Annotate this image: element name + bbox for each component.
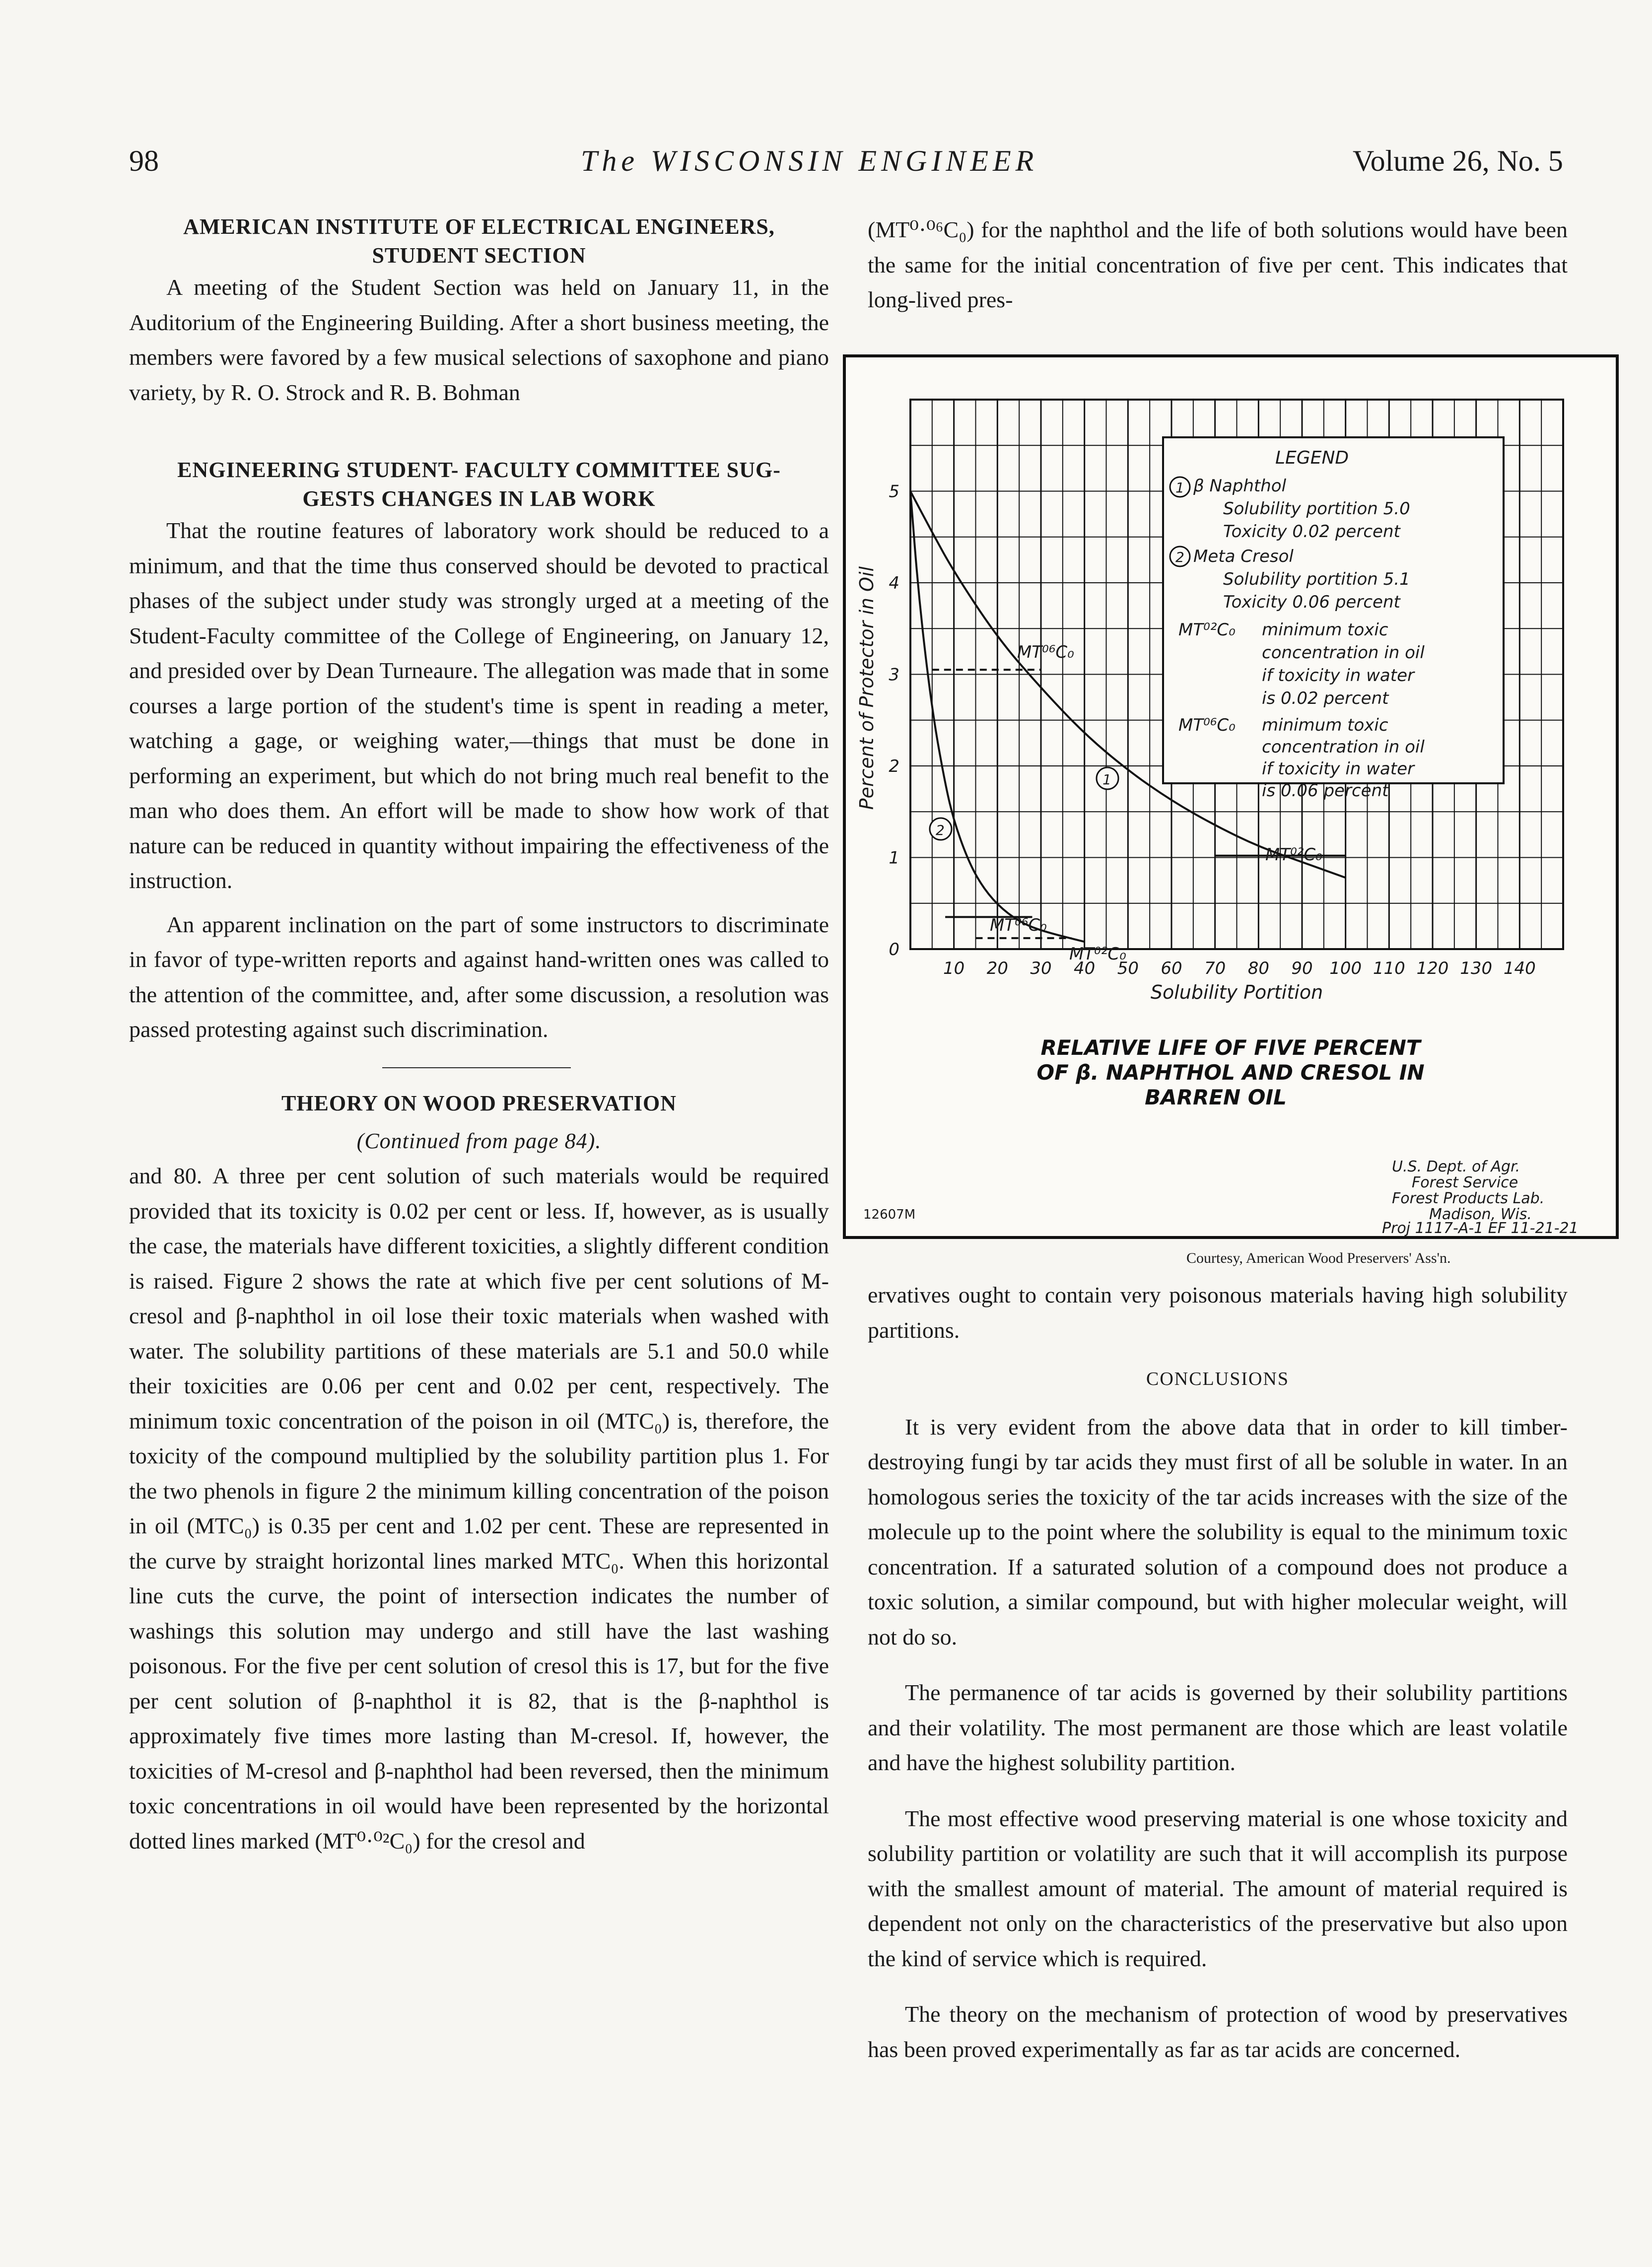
negative-number: 12607M <box>863 1207 916 1222</box>
legend-line: is 0.02 percent <box>1262 688 1389 708</box>
y-tick-label: 0 <box>889 940 899 960</box>
legend-line: if toxicity in water <box>1262 666 1414 686</box>
left-column <box>129 212 829 1858</box>
x-tick-label: 20 <box>986 959 1008 978</box>
x-tick-label: 70 <box>1204 959 1226 978</box>
after-figure-paragraph: ervatives ought to contain very poisonous materials having high solubility partitions. <box>868 1282 1568 1343</box>
source-line: Forest Products Lab. <box>1392 1190 1545 1207</box>
volume-number: Volume 26, No. 5 <box>1353 144 1563 177</box>
legend-line: β Naphthol <box>1193 476 1287 496</box>
label-cresol-mt02: MT⁰²C₀ <box>1069 944 1126 964</box>
aiee-heading-line: AMERICAN INSTITUTE OF ELECTRICAL ENGINEERS, <box>183 214 775 239</box>
committee-heading-line: ENGINEERING STUDENT- FACULTY COMMITTEE SUG- <box>177 458 781 482</box>
y-tick-label: 3 <box>889 665 899 685</box>
x-tick-label: 60 <box>1161 959 1182 978</box>
conclusion-paragraph: The theory on the mechanism of protection of wood by preservatives has been proved experimentally as far as tar acids are concerned. <box>868 2001 1568 2062</box>
source-line: Proj 1117-A-1 EF 11-21-21 <box>1382 1220 1579 1236</box>
x-tick-label: 140 <box>1503 959 1536 978</box>
continuation-paragraph: (MT⁰·⁰⁶C₀) for the naphthol and the life of both solutions would have been the same for the initial concentration of five per cent. This indicates that long-lived pres- <box>868 217 1568 312</box>
legend-marker-2-label: 2 <box>1175 549 1184 565</box>
aiee-heading <box>129 212 829 270</box>
figure-title <box>1036 1035 1424 1109</box>
y-tick-label: 2 <box>889 756 899 776</box>
label-cresol-mt06: MT⁰⁶C₀ <box>990 915 1047 935</box>
x-tick-label: 110 <box>1373 959 1405 978</box>
section-divider <box>129 1047 829 1082</box>
curve-marker-1-label: 1 <box>1102 771 1111 788</box>
legend-line: if toxicity in water <box>1262 759 1414 779</box>
legend-line: concentration in oil <box>1262 643 1425 663</box>
legend-title: LEGEND <box>1275 448 1349 468</box>
figure-credit: Courtesy, American Wood Preservers' Ass'n. <box>1186 1250 1451 1266</box>
aiee-heading-line: STUDENT SECTION <box>372 243 586 268</box>
source-line: Forest Service <box>1412 1174 1518 1191</box>
legend-line: Meta Cresol <box>1193 547 1294 566</box>
x-tick-label: 50 <box>1117 959 1139 978</box>
legend-marker-1-label: 1 <box>1175 480 1184 496</box>
legend-line: concentration in oil <box>1262 737 1425 757</box>
y-tick-label: 1 <box>889 848 899 868</box>
conclusion-paragraph: The permanence of tar acids is governed by their solubility partitions and their volatility. The most permanent are those which are least volatile and have the highest solubility partition. <box>868 1680 1568 1775</box>
figure-title-line: BARREN OIL <box>1145 1085 1287 1109</box>
x-tick-label: 100 <box>1329 959 1362 978</box>
curve-marker-2-label: 2 <box>936 822 945 838</box>
conclusion-paragraph: The most effective wood preserving material is one whose toxicity and solubility partition or volatility are such that it will accomplish its purpose with the smallest amount of material. The amount of material required is dependent not only on the characteristics of the preservative but also upon the kind of service which is required. <box>868 1805 1568 1971</box>
committee-paragraph: That the routine features of laboratory work should be reduced to a minimum, and that the time thus conserved should be devoted to practical phases of the subject under study was strongly urged at a meeting of the Student-Faculty committee of the College of Engineering, on January 12, and presided over by Dean Turneaure. The allegation was made that in some courses a large portion of the student's time is spent in reading a meter, watching a gage, or weighing water,—things that must be done in performing an experiment, but which do not bring much real benefit to the man who does them. An effort will be made to show how work of that nature can be reduced in quantity without impairing the effectiveness of the instruction. <box>129 518 829 893</box>
journal-title: The WISCONSIN ENGINEER <box>581 144 1038 177</box>
aiee-paragraph: A meeting of the Student Section was held on January 11, in the Auditorium of the Engineering Building. After a short business meeting, the members were favored by a few musical selections of saxophone and piano variety, by R. O. Strock and R. B. Bohman <box>129 275 829 405</box>
x-tick-label: 80 <box>1247 959 1269 978</box>
chart-svg <box>846 357 1616 1236</box>
conclusions-heading: CONCLUSIONS <box>1146 1369 1290 1389</box>
y-tick-label: 4 <box>889 573 899 593</box>
conclusion-paragraph: It is very evident from the above data that in order to kill timber-destroying fungi by tar acids they must first of all be soluble in water. In an homologous series the toxicity of the tar acids increases with the size of the molecule up to the point where the solubility is equal to the minimum toxic concentration. If a saturated solution of a compound does not produce a toxic solution, a similar compound, but with higher molecular weight, will not do so. <box>868 1414 1568 1649</box>
x-tick-label: 40 <box>1074 959 1096 978</box>
x-tick-label: 120 <box>1416 959 1449 978</box>
source-line: Madison, Wis. <box>1429 1206 1532 1223</box>
x-tick-label: 10 <box>943 959 965 978</box>
figure-title-line: RELATIVE LIFE OF FIVE PERCENT <box>1040 1035 1421 1060</box>
y-axis-label: Percent of Protector in Oil <box>856 566 878 810</box>
legend-mt02: MT⁰²C₀ <box>1178 620 1236 640</box>
y-tick-label: 5 <box>889 481 899 502</box>
legend-line: Solubility portition 5.0 <box>1223 499 1410 519</box>
legend-line: Toxicity 0.06 percent <box>1223 592 1400 612</box>
x-tick-label: 30 <box>1030 959 1052 978</box>
figure-source <box>1382 1158 1579 1236</box>
theory-paragraph: and 80. A three per cent solution of such materials would be required provided that its toxicity is 0.02 per cent or less. If, however, as is usually the case, the materials have different toxicities, a slightly different condition is raised. Figure 2 shows the rate at which five per cent solutions of M-cresol and β-naphthol in oil lose their toxic materials when washed with water. The solubility partitions of these materials are 5.1 and 50.0 while their toxicities are 0.06 per cent and 0.02 per cent, respectively. The minimum toxic concentration of the poison in oil (MTC₀) is, therefore, the toxicity of the compound multiplied by the solubility partition plus 1. For the two phenols in figure 2 the minimum killing concentration of the poison in oil (MTC₀) is 0.35 per cent and 1.02 per cent. These are represented in the curve by straight horizontal lines marked MTC₀. When this horizontal line cuts the curve, the point of intersection indicates the number of washings this solution may undergo and still have the last washing poisonous. For the five per cent solution of cresol this is 17, but for the five per cent solution of β-naphthol it is 82, that is the β-naphthol is approximately five times more lasting than M-cresol. If, however, the toxicities of M-cresol and β-naphthol had been reversed, then the minimum toxic concentrations in oil would have been represented by the horizontal dotted lines marked (MT⁰·⁰²C₀) for the cresol and <box>129 1163 829 1854</box>
legend-line: is 0.06 percent <box>1262 781 1389 801</box>
x-tick-label: 130 <box>1460 959 1493 978</box>
x-axis-label: Solubility Portition <box>1150 981 1323 1003</box>
legend-line: minimum toxic <box>1262 620 1388 640</box>
label-naphthol-mt06: MT⁰⁶C₀ <box>1017 642 1074 662</box>
committee-heading-line: GESTS CHANGES IN LAB WORK <box>302 486 656 511</box>
committee-paragraph: An apparent inclination on the part of some instructors to discriminate in favor of type-written reports and against hand-written ones was called to the attention of the committee, and, after some discussion, a resolution was passed protesting against such discrimination. <box>129 911 829 1042</box>
source-line: U.S. Dept. of Agr. <box>1392 1158 1520 1175</box>
label-naphthol-mt02: MT⁰²C₀ <box>1265 845 1322 865</box>
right-column-bottom <box>868 1278 1568 2067</box>
legend-line: Toxicity 0.02 percent <box>1223 522 1400 542</box>
legend-line: minimum toxic <box>1262 715 1388 735</box>
figure-chart <box>843 354 1619 1239</box>
legend-mt06: MT⁰⁶C₀ <box>1178 715 1236 735</box>
figure-title-line: OF β. NAPHTHOL AND CRESOL IN <box>1036 1060 1425 1085</box>
page-number: 98 <box>129 144 159 177</box>
x-tick-label: 90 <box>1291 959 1313 978</box>
legend-line: Solubility portition 5.1 <box>1223 569 1410 589</box>
theory-heading: THEORY ON WOOD PRESERVATION <box>281 1091 677 1115</box>
continued-note: (Continued from page 84). <box>356 1128 602 1153</box>
right-column-top <box>868 212 1568 318</box>
committee-heading <box>129 456 829 513</box>
